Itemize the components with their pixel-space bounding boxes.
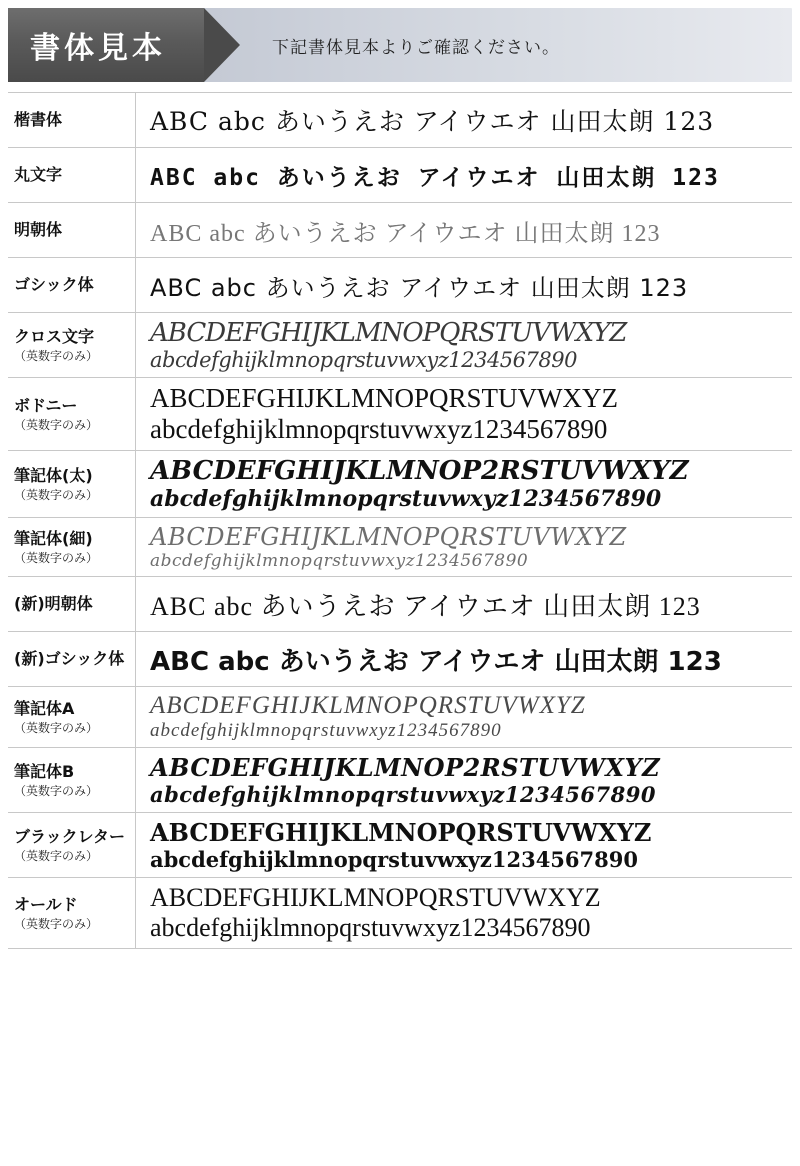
table-row <box>8 632 792 687</box>
font-sample-cell <box>136 813 792 877</box>
font-name-cell <box>8 632 136 686</box>
font-sample-cell <box>136 748 792 812</box>
font-name-cell <box>8 878 136 948</box>
font-name-cell <box>8 203 136 257</box>
font-name-note: （英数字のみ） <box>14 417 99 432</box>
font-sample-line: abcdefghijklmnopqrstuvwxyz1234567890 <box>150 486 662 512</box>
font-name-note: （英数字のみ） <box>14 720 99 735</box>
table-row <box>8 577 792 632</box>
font-name-label: 明朝体 <box>14 220 63 240</box>
font-name-cell <box>8 687 136 747</box>
font-sample-line: ABC abc あいうえお アイウエオ 山田太朗 123 <box>150 107 715 136</box>
page-header <box>8 8 792 82</box>
font-sample-line: ABCDEFGHIJKLMNOPQRSTUVWXYZ <box>150 318 627 348</box>
font-name-note: （英数字のみ） <box>14 848 99 863</box>
font-sample-table <box>8 92 792 949</box>
font-sample-line: abcdefghijklmnopqrstuvwxyz1234567890 <box>150 348 577 372</box>
font-sample-line: ABC abc あいうえお アイウエオ 山田太朗 123 <box>150 164 720 191</box>
font-name-cell <box>8 577 136 631</box>
font-name-label: オールド <box>14 894 78 914</box>
font-sample-line: abcdefghijklmnopqrstuvwxyz1234567890 <box>150 720 502 741</box>
header-subtitle: 下記書体見本よりご確認ください。 <box>272 37 560 58</box>
page-title: 書体見本 <box>30 31 166 66</box>
font-sample-line: ABCDEFGHIJKLMNOPQRSTUVWXYZ <box>150 818 652 847</box>
font-sample-cell <box>136 687 792 747</box>
header-subtitle-area <box>204 8 792 82</box>
font-sample-line: ABC abc あいうえお アイウエオ 山田太朗 123 <box>150 591 701 621</box>
font-sample-line: ABC abc あいうえお アイウエオ 山田太朗 123 <box>150 220 661 247</box>
font-name-cell <box>8 258 136 312</box>
font-name-label: 筆記体B <box>14 761 75 781</box>
table-row <box>8 451 792 518</box>
table-row <box>8 748 792 813</box>
font-name-label: 筆記体(細) <box>14 528 93 548</box>
font-sample-cell <box>136 203 792 257</box>
table-row <box>8 203 792 258</box>
font-name-note: （英数字のみ） <box>14 487 99 502</box>
font-sample-cell <box>136 632 792 686</box>
font-sample-line: ABCDEFGHIJKLMNOPQRSTUVWXYZ <box>150 523 627 551</box>
font-name-cell <box>8 93 136 147</box>
font-name-note: （英数字のみ） <box>14 348 99 363</box>
font-sample-cell <box>136 451 792 517</box>
font-name-cell <box>8 378 136 450</box>
font-name-label: 筆記体A <box>14 698 75 718</box>
font-sample-line: abcdefghijklmnopqrstuvwxyz1234567890 <box>150 782 656 807</box>
font-name-label: 筆記体(太) <box>14 465 93 485</box>
font-sample-line: ABCDEFGHIJKLMNOPQRSTUVWXYZ <box>150 692 586 719</box>
font-sample-cell <box>136 878 792 948</box>
font-name-label: ボドニー <box>14 395 78 415</box>
table-row <box>8 518 792 577</box>
font-sample-line: ABC abc あいうえお アイウエオ 山田太朗 123 <box>150 646 722 677</box>
font-sample-line: ABCDEFGHIJKLMNOPQRSTUVWXYZ <box>150 383 619 413</box>
table-row <box>8 687 792 748</box>
font-sample-line: abcdefghijklmnopqrstuvwxyz1234567890 <box>150 913 591 942</box>
font-name-cell <box>8 451 136 517</box>
font-sample-cell <box>136 93 792 147</box>
font-name-cell <box>8 313 136 377</box>
table-row <box>8 813 792 878</box>
font-name-cell <box>8 748 136 812</box>
font-sample-cell <box>136 313 792 377</box>
font-sample-page <box>0 8 800 1166</box>
table-row <box>8 878 792 949</box>
font-name-cell <box>8 148 136 202</box>
font-name-note: （英数字のみ） <box>14 916 99 931</box>
table-row <box>8 258 792 313</box>
font-name-label: 丸文字 <box>14 165 63 185</box>
font-sample-line: abcdefghijklmnopqrstuvwxyz1234567890 <box>150 847 638 872</box>
header-tab <box>8 8 204 82</box>
table-row <box>8 378 792 451</box>
table-row <box>8 313 792 378</box>
font-name-label: ゴシック体 <box>14 275 94 295</box>
font-sample-line: abcdefghijklmnopqrstuvwxyz1234567890 <box>150 414 608 444</box>
font-sample-line: ABCDEFGHIJKLMNOPQRSTUVWXYZ <box>150 883 601 912</box>
font-name-label: クロス文字 <box>14 326 95 346</box>
font-sample-line: ABCDEFGHIJKLMNOP2RSTUVWXYZ <box>150 456 689 486</box>
table-row <box>8 93 792 148</box>
font-name-note: （英数字のみ） <box>14 550 99 565</box>
table-row <box>8 148 792 203</box>
font-name-cell <box>8 518 136 576</box>
font-name-label: (新)明朝体 <box>14 594 93 614</box>
font-sample-cell <box>136 577 792 631</box>
font-sample-line: ABCDEFGHIJKLMNOP2RSTUVWXYZ <box>150 753 661 782</box>
font-name-cell <box>8 813 136 877</box>
font-name-note: （英数字のみ） <box>14 783 99 798</box>
font-sample-line: abcdefghijklmnopqrstuvwxyz1234567890 <box>150 551 529 571</box>
font-sample-line: ABC abc あいうえお アイウエオ 山田太朗 123 <box>150 273 689 302</box>
font-sample-cell <box>136 518 792 576</box>
font-sample-cell <box>136 148 792 202</box>
font-sample-cell <box>136 258 792 312</box>
font-name-label: 楷書体 <box>14 110 63 130</box>
font-name-label: (新)ゴシック体 <box>14 649 125 669</box>
font-name-label: ブラックレター <box>14 826 126 846</box>
font-sample-cell <box>136 378 792 450</box>
